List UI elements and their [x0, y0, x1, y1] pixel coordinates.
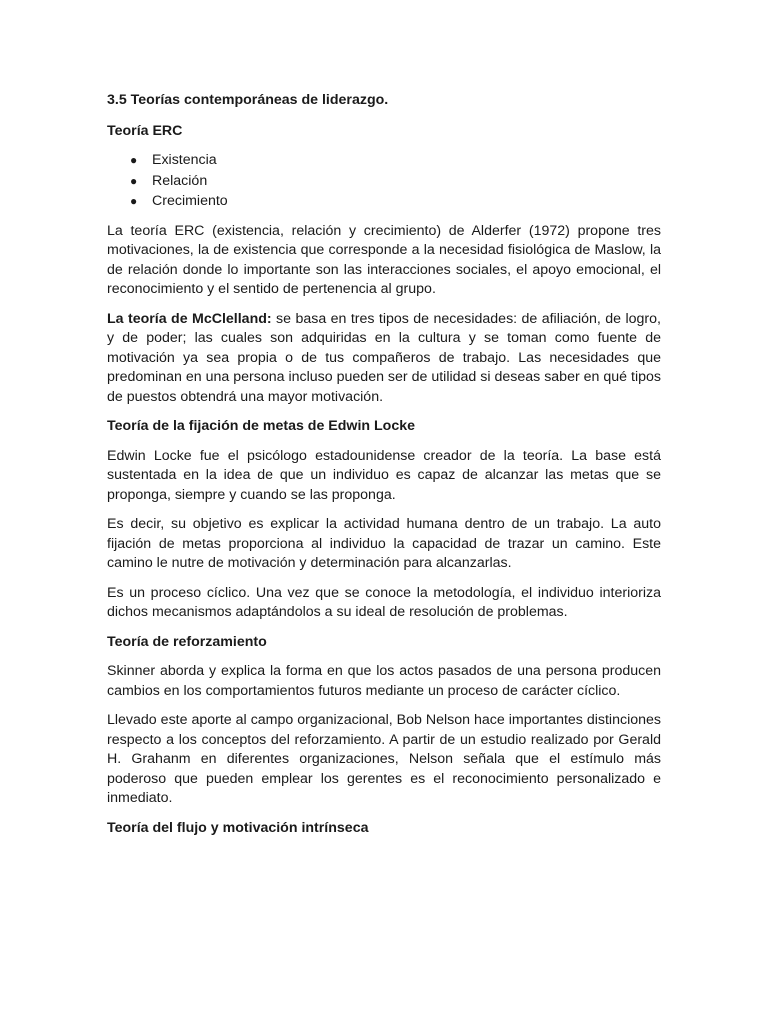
mcclelland-text: se basa en tres tipos de necesidades: de afiliación, de logro, y de poder; las cuales son adquiridas en la cultura y se toman como fuente de motivación ya sea propia o de tus compañeros de trabajo. Las necesidades que predominan en una persona incluso pueden ser de utilidad si deseas saber en qué tipos de puestos obtendrá una mayor motivación.	[107, 310, 661, 405]
refuerzo-paragraph-1: Skinner aborda y explica la forma en que los actos pasados de una persona producen cambios en los comportamientos futuros mediante un proceso de carácter cíclico.	[107, 663, 661, 699]
locke-heading: Teoría de la fijación de metas de Edwin Locke	[107, 418, 416, 434]
mcclelland-paragraph	[107, 310, 661, 408]
locke-paragraph-2: Es decir, su objetivo es explicar la actividad humana dentro de un trabajo. La auto fijación de metas proporciona al individuo la capacidad de trazar un camino. Este camino le nutre de motivación y determinación para alcanzarlas.	[107, 516, 661, 571]
locke-paragraph-1: Edwin Locke fue el psicólogo estadounidense creador de la teoría. La base está sustentada en la idea de que un individuo es capaz de alcanzar las metas que se proponga, siempre y cuando se las proponga.	[107, 447, 661, 503]
refuerzo-paragraph-2: Llevado este aporte al campo organizacional, Bob Nelson hace importantes distinciones respecto a los conceptos del reforzamiento. A partir de un estudio realizado por Gerald H. Grahanm en diferentes organizaciones, Nelson señala que el estímulo más poderoso que pueden emplear los gerentes es el reconocimiento personalizado e inmediato.	[107, 712, 661, 806]
flujo-heading: Teoría del flujo y motivación intrínseca	[107, 819, 369, 836]
bullet-text: Relación	[152, 172, 208, 189]
bullet-icon: ●	[130, 153, 138, 167]
bullet-text: Crecimiento	[152, 193, 228, 209]
mcclelland-lead: La teoría de McClelland:	[107, 310, 272, 327]
bullet-icon: ●	[130, 173, 138, 188]
refuerzo-heading: Teoría de reforzamiento	[107, 633, 267, 650]
list-item	[107, 171, 661, 192]
list-item	[107, 191, 661, 212]
locke-paragraph-3: Es un proceso cíclico. Una vez que se conoce la metodología, el individuo interioriza dichos mecanismos adaptándolos a su ideal de resolución de problemas.	[107, 584, 661, 620]
bullet-text: Existencia	[152, 152, 217, 168]
list-item	[107, 150, 661, 171]
erc-paragraph: La teoría ERC (existencia, relación y crecimiento) de Alderfer (1972) propone tres motivaciones, la de existencia que corresponde a la necesidad fisiológica de Maslow, la de relación donde lo importante son las interacciones sociales, el apoyo emocional, el reconocimiento y el sentido de pertenencia al grupo.	[107, 222, 661, 297]
bullet-icon: ●	[130, 194, 138, 208]
document-page	[107, 91, 661, 838]
section-title: 3.5 Teorías contemporáneas de liderazgo.	[107, 92, 389, 108]
erc-heading: Teoría ERC	[107, 122, 183, 139]
erc-bullet-list	[107, 150, 661, 212]
